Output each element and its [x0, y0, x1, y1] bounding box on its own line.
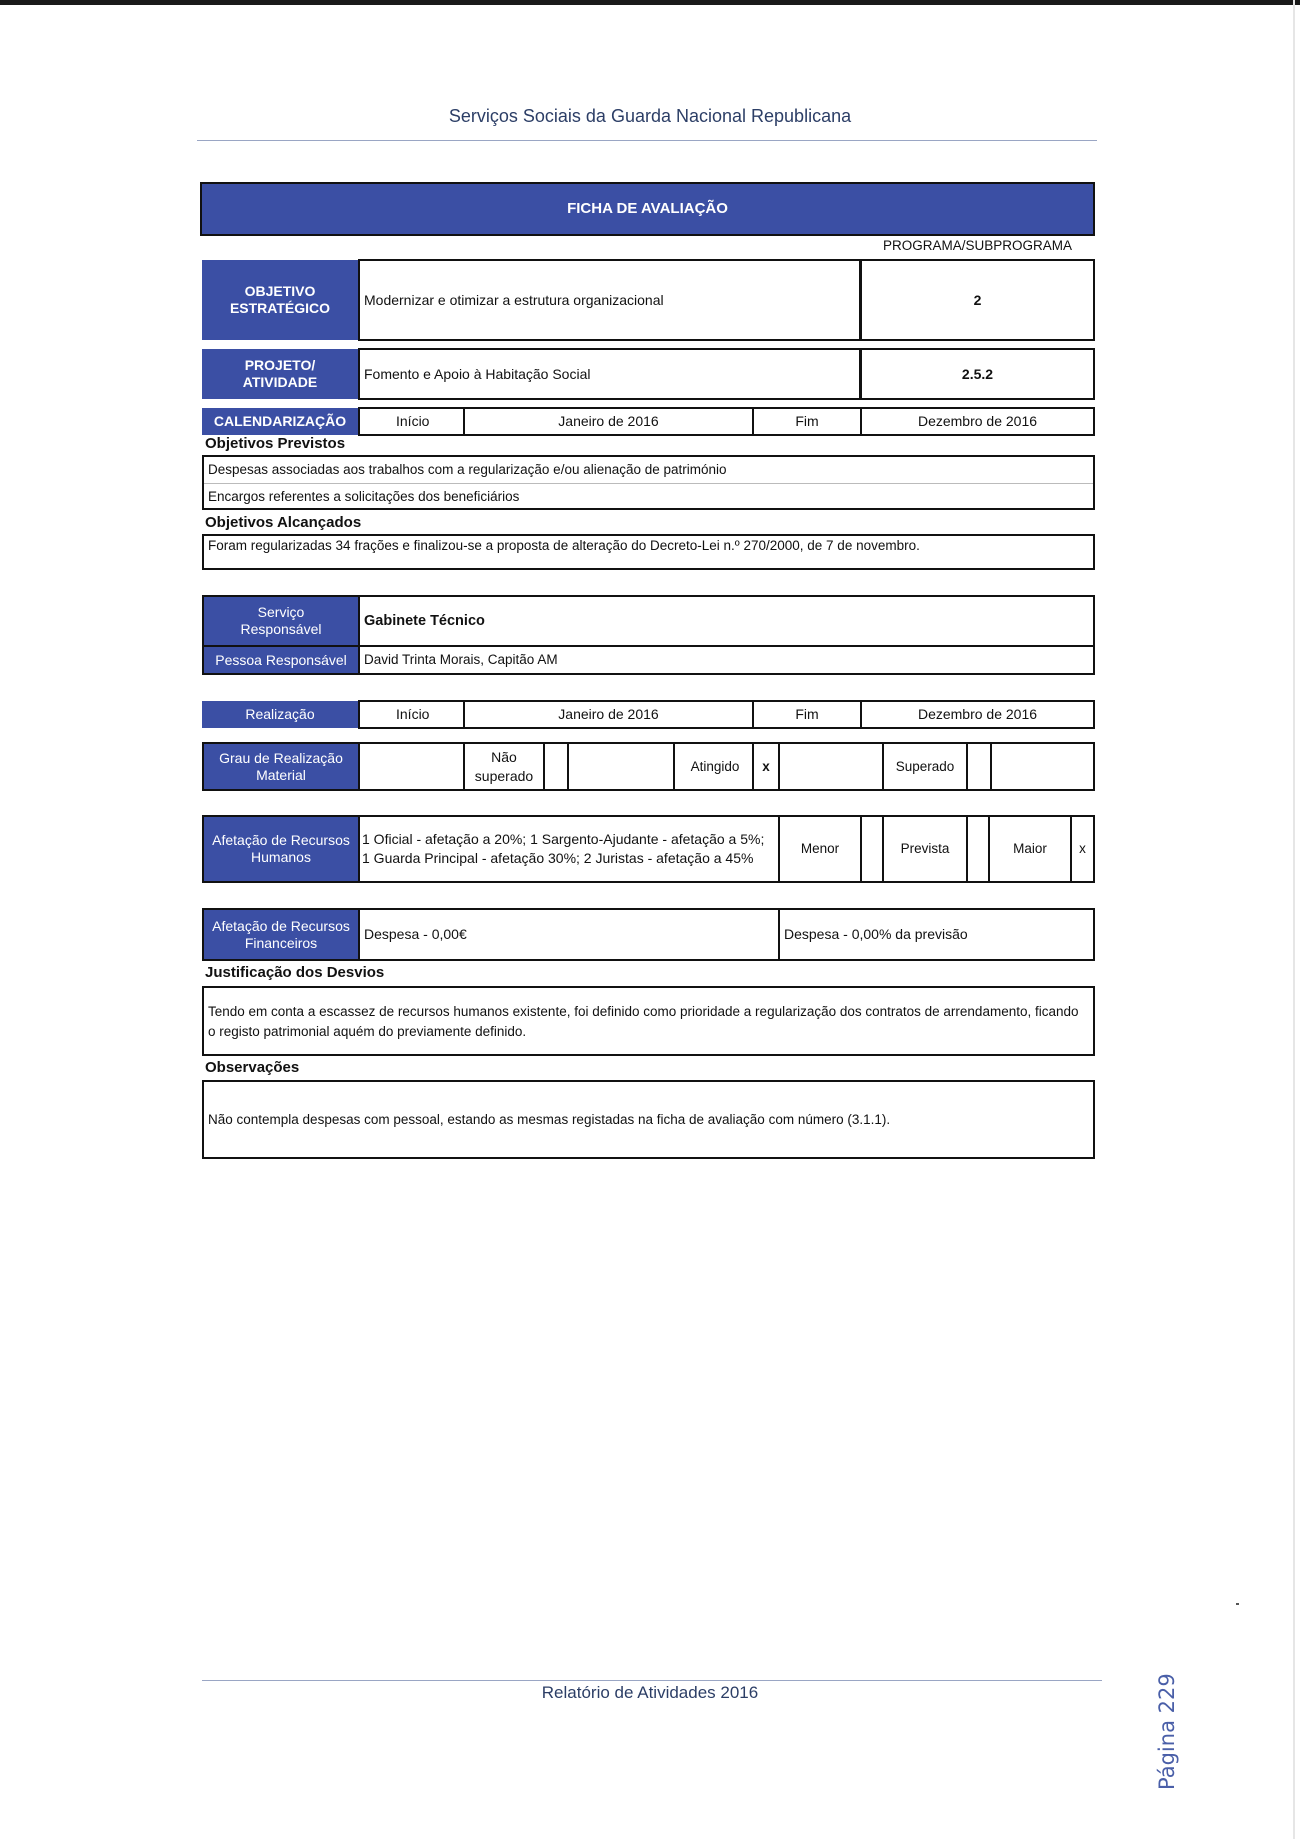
scan-top-edge: [0, 0, 1300, 5]
grau-label: [204, 744, 358, 789]
header-rule: [197, 140, 1097, 141]
pessoa-label: Pessoa Responsável: [204, 647, 358, 673]
grau-divider: [990, 744, 992, 789]
recursos-financeiros-despesa: Despesa - 0,00€: [364, 926, 467, 943]
page-header: Serviços Sociais da Guarda Nacional Republicana: [448, 106, 852, 126]
recursos-humanos-menor: Menor: [800, 841, 840, 857]
projeto-code: 2.5.2: [860, 348, 1095, 400]
grau-superado-checkbox[interactable]: [968, 744, 990, 789]
grau-atingido: Atingido: [690, 758, 740, 774]
grau-divider: [567, 744, 569, 789]
calendarizacao-fim-label: Fim: [752, 407, 862, 436]
objetivos-previstos-item: Despesas associadas aos trabalhos com a regularização e/ou alienação de património: [204, 457, 1093, 484]
servico-label-line2: Responsável: [240, 621, 322, 637]
servico-label-line1: Serviço: [257, 604, 305, 621]
realizacao-label: Realização: [202, 701, 358, 728]
calendarizacao-fim: Dezembro de 2016: [860, 407, 1095, 436]
recursos-humanos-line1: 1 Oficial - afetação a 20%; 1 Sargento-Ajudante - afetação a 5%;: [362, 831, 765, 848]
grau-divider: [358, 744, 360, 789]
pessoa-value: David Trinta Morais, Capitão AM: [364, 652, 558, 668]
objetivo-label-line2: ESTRATÉGICO: [229, 300, 331, 316]
realizacao-inicio: Janeiro de 2016: [463, 700, 754, 729]
grau-label-line1: Grau de Realização: [219, 749, 343, 766]
justificacao-line1: Tendo em conta a escassez de recursos humanos existente, foi definido como prioridade a regularização dos contratos de arrendamento, ficando: [208, 1004, 1079, 1019]
objetivos-alcancados-box: [202, 534, 1095, 570]
recursos-humanos-prevista-checkbox[interactable]: [968, 817, 988, 881]
grau-nao-superado: [465, 744, 543, 789]
grau-atingido-checkbox[interactable]: x: [762, 758, 770, 774]
recursos-humanos-label-line1: Afetação de Recursos: [212, 832, 350, 849]
grau-nao-superado-line2: superado: [474, 767, 534, 784]
recursos-financeiros-label-line1: Afetação de Recursos: [212, 917, 350, 934]
grau-superado: Superado: [895, 758, 955, 774]
objetivo-label: [202, 260, 358, 340]
programa-header: PROGRAMA/SUBPROGRAMA: [882, 238, 1073, 253]
recursos-financeiros-label-line2: Financeiros: [244, 934, 318, 951]
calendarizacao-label: CALENDARIZAÇÃO: [202, 408, 358, 435]
recursos-humanos-label: [204, 817, 358, 881]
grau-label-line2: Material: [256, 766, 306, 783]
justificacao-heading: Justificação dos Desvios: [205, 964, 385, 981]
realizacao-inicio-label: Início: [358, 700, 465, 729]
recursos-humanos-maior-checkbox[interactable]: x: [1079, 841, 1086, 857]
footer-rule: [202, 1680, 1102, 1681]
form-title: FICHA DE AVALIAÇÃO: [200, 182, 1095, 236]
recursos-financeiros-label: [204, 910, 358, 959]
recursos-humanos-line2: 1 Guarda Principal - afetação 30%; 2 Juristas - afetação a 45%: [362, 850, 754, 866]
page-number: Página 229: [1155, 1673, 1179, 1790]
projeto-label-line2: ATIVIDADE: [242, 374, 318, 390]
projeto-label: [202, 349, 358, 399]
projeto-value: Fomento e Apoio à Habitação Social: [358, 348, 861, 400]
objetivos-previstos-item: Encargos referentes a solicitações dos beneficiários: [208, 488, 520, 504]
objetivos-previstos-heading: Objetivos Previstos: [205, 435, 346, 452]
objetivos-previstos-box: [202, 455, 1095, 510]
scan-dot: [1236, 1603, 1239, 1605]
projeto-label-line1: PROJETO/: [244, 357, 316, 374]
objetivo-label-line1: OBJETIVO: [244, 283, 316, 300]
observacoes-box: [202, 1080, 1095, 1159]
recursos-humanos-prevista: Prevista: [900, 841, 950, 857]
servico-value: Gabinete Técnico: [364, 612, 485, 629]
recursos-humanos-maior: Maior: [1013, 841, 1047, 857]
grau-nao-superado-line1: Não: [491, 749, 517, 766]
calendarizacao-inicio: Janeiro de 2016: [463, 407, 754, 436]
observacoes-text: Não contempla despesas com pessoal, estando as mesmas registadas na ficha de avaliação com número (3.1.1).: [208, 1111, 891, 1127]
realizacao-fim-label: Fim: [752, 700, 862, 729]
calendarizacao-inicio-label: Início: [358, 407, 465, 436]
recursos-financeiros-despesa-previsao: Despesa - 0,00% da previsão: [784, 926, 968, 943]
servico-label: [204, 597, 358, 645]
justificacao-line2: o registo patrimonial aquém do previamente definido.: [208, 1023, 527, 1039]
justificacao-box: [202, 986, 1095, 1056]
grau-divider: [778, 744, 780, 789]
recursos-humanos-divider: [358, 817, 360, 881]
recursos-humanos-text: [362, 817, 777, 881]
observacoes-heading: Observações: [205, 1059, 300, 1076]
objetivos-alcancados-text: Foram regularizadas 34 frações e finalizou-se a proposta de alteração do Decreto-Lei n.º 270/2000, de 7 de novembro.: [208, 538, 920, 554]
realizacao-fim: Dezembro de 2016: [860, 700, 1095, 729]
page-footer: Relatório de Atividades 2016: [541, 1683, 759, 1702]
objetivos-alcancados-heading: Objetivos Alcançados: [205, 514, 362, 531]
objetivo-value: Modernizar e otimizar a estrutura organizacional: [358, 259, 861, 341]
recursos-humanos-menor-checkbox[interactable]: [862, 817, 882, 881]
scan-right-edge: [1293, 0, 1295, 1839]
recursos-humanos-label-line2: Humanos: [251, 849, 311, 865]
grau-nao-superado-checkbox[interactable]: [545, 744, 567, 789]
objetivo-code: 2: [860, 259, 1095, 341]
